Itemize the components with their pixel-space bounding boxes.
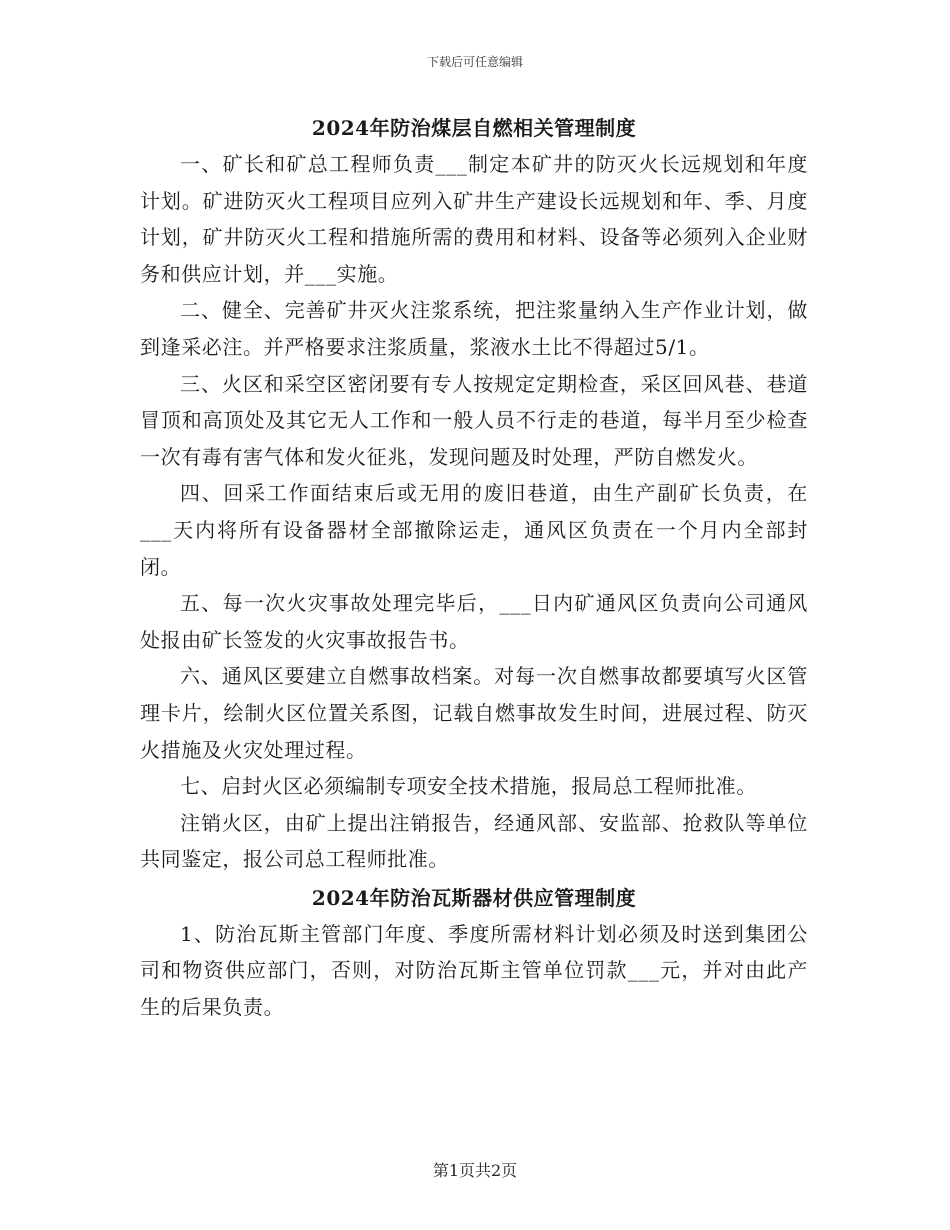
section-1-title: 2024年防治煤层自燃相关管理制度: [311, 116, 637, 140]
section-2-title: 2024年防治瓦斯器材供应管理制度: [311, 885, 637, 910]
paragraph: 一、矿长和矿总工程师负责___制定本矿井的防灭火长远规划和年度计划。矿进防灭火工程项目应列入矿井生产建设长远规划和年、季、月度计划，矿井防灭火工程和措施所需的费用和材料、设备等必须列入企业财务和供应计划，并___实施。: [140, 152, 808, 286]
paragraph: 1、防治瓦斯主管部门年度、季度所需材料计划必须及时送到集团公司和物资供应部门，否则，对防治瓦斯主管单位罚款___元，并对由此产生的后果负责。: [140, 921, 808, 1020]
document-body: [140, 110, 808, 1026]
header-note: 下载后可任意编辑: [426, 55, 523, 69]
paragraph: 七、启封火区必须编制专项安全技术措施，报局总工程师批准。: [180, 774, 757, 799]
paragraph: 六、通风区要建立自燃事故档案。对每一次自燃事故都要填写火区管理卡片，绘制火区位置关系图，记载自燃事故发生时间，进展过程、防灭火措施及火灾处理过程。: [140, 664, 808, 762]
paragraph: 二、健全、完善矿井灭火注浆系统，把注浆量纳入生产作业计划，做到逢采必注。并严格要求注浆质量，浆液水土比不得超过5/1。: [140, 298, 808, 359]
paragraph: 五、每一次火灾事故处理完毕后，___日内矿通风区负责向公司通风处报由矿长签发的火灾事故报告书。: [140, 591, 808, 652]
paragraph: 四、回采工作面结束后或无用的废旧巷道，由生产副矿长负责，在___天内将所有设备器材全部撤除运走，通风区负责在一个月内全部封闭。: [140, 481, 808, 579]
page-number: 第1页共2页: [432, 1161, 518, 1180]
paragraph: 三、火区和采空区密闭要有专人按规定定期检查，采区回风巷、巷道冒顶和高顶处及其它无人工作和一般人员不行走的巷道，每半月至少检查一次有毒有害气体和发火征兆，发现问题及时处理，严防自燃发火。: [140, 371, 808, 469]
paragraph: 注销火区，由矿上提出注销报告，经通风部、安监部、抢救队等单位共同鉴定，报公司总工程师批准。: [140, 810, 808, 872]
